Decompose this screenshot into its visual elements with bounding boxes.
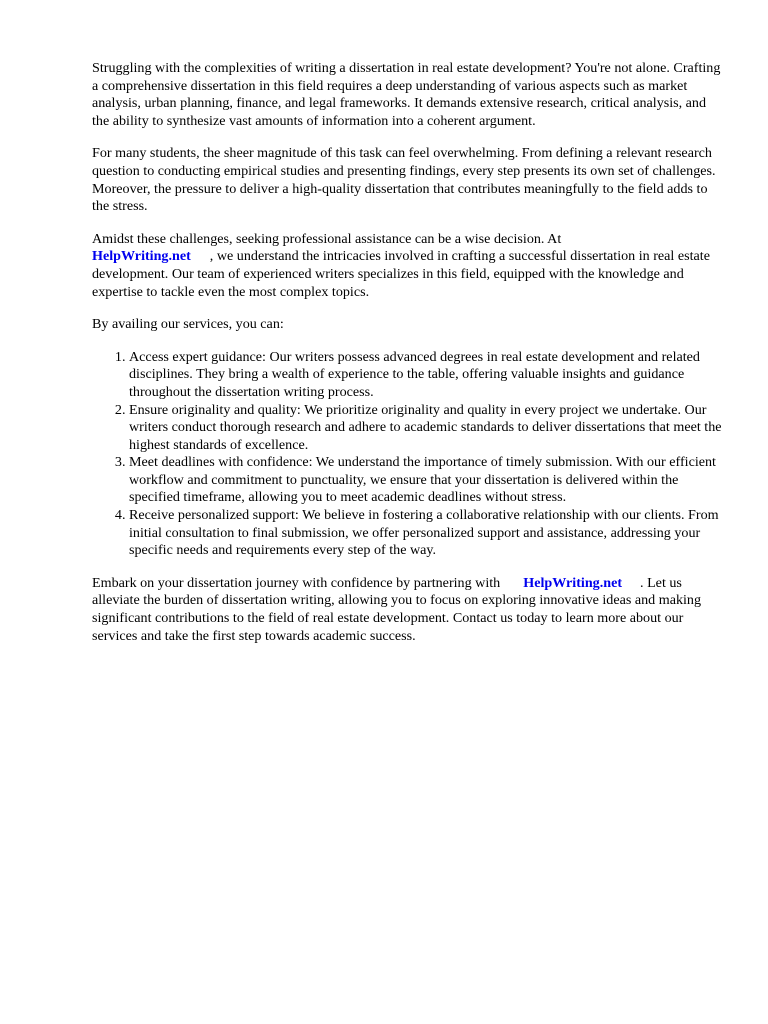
assistance-text-after: , we understand the intricacies involved in crafting a successful dissertation in real estate development. Our team of experienced writers specializes in this field, equipped with the knowledge and expertise to tackle even the most complex topics. bbox=[92, 248, 710, 300]
list-item: 4. Receive personalized support: We believe in fostering a collaborative relationship with our clients. From initial consultation to final submission, we offer personalized support and assistance, addressing your specific needs and requirements every step of the way. bbox=[129, 507, 722, 560]
services-list bbox=[92, 349, 722, 560]
closing-text-before: Embark on your dissertation journey with confidence by partnering with bbox=[92, 574, 501, 591]
challenges-paragraph: For many students, the sheer magnitude of this task can feel overwhelming. From defining a relevant research question to conducting empirical studies and presenting findings, every step presents its own set of challenges. Moreover, the pressure to deliver a high-quality dissertation that contributes meaningfully to the field adds to the stress. bbox=[92, 145, 716, 215]
list-item: 1. Access expert guidance: Our writers possess advanced degrees in real estate development and related disciplines. They bring a wealth of experience to the table, offering valuable insights and guidance throughout the dissertation writing process. bbox=[129, 349, 722, 402]
intro-paragraph: Struggling with the complexities of writing a dissertation in real estate development? You're not alone. Crafting a comprehensive dissertation in this field requires a deep understanding of various aspects such as market analysis, urban planning, finance, and legal frameworks. It demands extensive research, critical analysis, and the ability to synthesize vast amounts of information into a coherent argument. bbox=[92, 60, 721, 129]
list-item: 3. Meet deadlines with confidence: We understand the importance of timely submission. With our efficient workflow and commitment to punctuality, we ensure that your dissertation is delivered within the specified timeframe, allowing you to meet academic deadlines without stress. bbox=[129, 454, 722, 507]
closing-text-after: . Let us alleviate the burden of dissertation writing, allowing you to focus on exploring innovative ideas and making significant contributions to the field of real estate development. Contact us today to learn more about our services and take the first step towards academic success. bbox=[92, 574, 702, 644]
document-page bbox=[92, 60, 722, 660]
list-item: 2. Ensure originality and quality: We prioritize originality and quality in every project we undertake. Our writers conduct thorough research and adhere to academic standards to deliver dissertations that meet the highest standards of excellence. bbox=[129, 402, 722, 455]
services-intro: By availing our services, you can: bbox=[92, 316, 284, 333]
helpwriting-link-closing[interactable]: HelpWriting.net bbox=[523, 574, 623, 591]
helpwriting-link[interactable]: HelpWriting.net bbox=[92, 248, 191, 265]
assistance-text-before: Amidst these challenges, seeking professional assistance can be a wise decision. At bbox=[92, 230, 562, 247]
assistance-paragraph bbox=[92, 231, 722, 301]
closing-paragraph bbox=[92, 575, 722, 645]
